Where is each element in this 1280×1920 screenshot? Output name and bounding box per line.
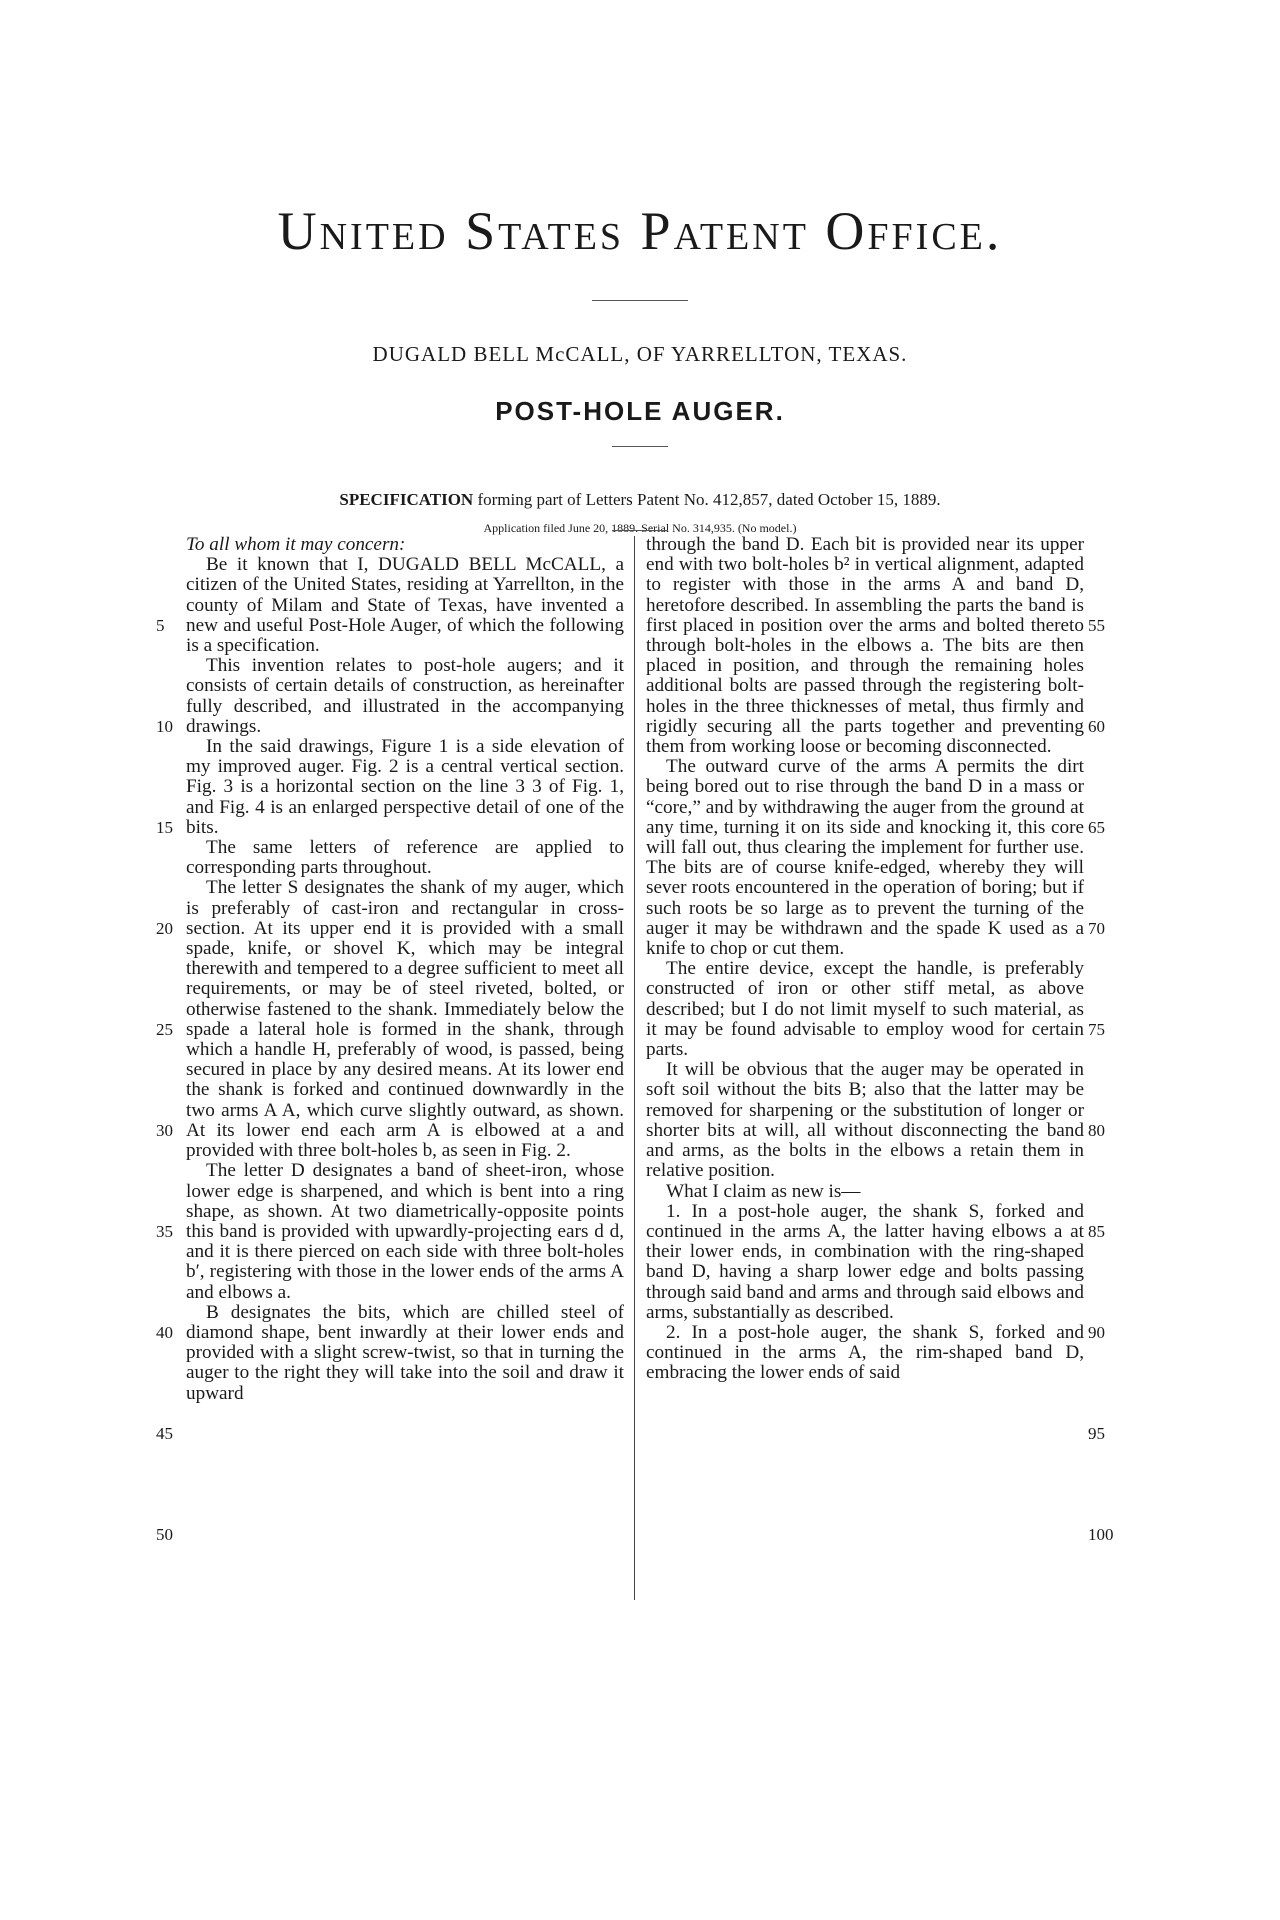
salutation: To all whom it may concern: — [186, 534, 406, 555]
line-number: 10 — [156, 716, 173, 736]
invention-title: POST-HOLE AUGER. — [495, 396, 785, 426]
paragraph: B designates the bits, which are chilled steel of diamond shape, bent inwardly at their lower ends and provided with a slight screw-twist, so that in turning the auger to the right they will take into the soil and draw it upward — [186, 1301, 624, 1404]
line-number: 55 — [1088, 615, 1105, 635]
line-number: 25 — [156, 1019, 173, 1039]
paragraph: The letter D designates a band of sheet-iron, whose lower edge is sharpened, and which is bent into a ring shape, as shown. At two diametrically-opposite points this band is provided with upwardly-projecting ears d d, and it is there pierced on each side with three bolt-holes b′, registering with those in the lower ends of the arms A and elbows a. — [186, 1160, 624, 1303]
line-number: 75 — [1088, 1019, 1105, 1039]
right-column — [646, 535, 1084, 1384]
office-heading: United States Patent Office. — [277, 201, 1003, 261]
line-number: 5 — [156, 615, 165, 635]
inventor-line: DUGALD BELL McCALL, OF YARRELLTON, TEXAS. — [372, 342, 908, 366]
title-rule — [612, 446, 668, 447]
line-number: 15 — [156, 817, 173, 837]
line-number: 30 — [156, 1120, 173, 1140]
line-number: 40 — [156, 1322, 173, 1342]
paragraph: 2. In a post-hole auger, the shank S, forked and continued in the arms A, the rim-shaped band D, embracing the lower ends of said — [646, 1321, 1084, 1384]
line-number: 100 — [1088, 1524, 1114, 1544]
line-number: 50 — [156, 1524, 173, 1544]
specification-line — [0, 490, 1280, 510]
line-number: 95 — [1088, 1423, 1105, 1443]
paragraph: Be it known that I, DUGALD BELL McCALL, a citizen of the United States, residing at Yarrellton, in the county of Milam and State of Texas, have invented a new and useful Post-Hole Auger, of which the following is a specification. — [186, 554, 624, 657]
left-column — [186, 535, 624, 1404]
line-number: 70 — [1088, 918, 1105, 938]
specification-prefix: SPECIFICATION — [339, 490, 474, 509]
paragraph: The outward curve of the arms A permits the dirt being bored out to rise through the band D in a mass or “core,” and by withdrawing the auger from the ground at any time, turning it on its side and knocking it, this core will fall out, thus clearing the implement for further use. The bits are of course knife-edged, whereby they will sever roots encountered in the operation of boring; but if such roots be so large as to prevent the turning of the auger it may be withdrawn and the spade K used as a knife to chop or cut them. — [646, 756, 1084, 960]
line-number: 45 — [156, 1423, 173, 1443]
paragraph: What I claim as new is— — [666, 1180, 861, 1202]
paragraph: It will be obvious that the auger may be operated in soft soil without the bits B; also that the latter may be removed for sharpening or the substitution of longer or shorter bits at will, all without disconnecting the band and arms, as the bolts in the elbows a retain them in relative position. — [646, 1059, 1084, 1182]
paragraph: The entire device, except the handle, is preferably constructed of iron or other stiff metal, as above described; but I do not limit myself to such material, as it may be found advisable to employ wood for certain parts. — [646, 958, 1084, 1061]
line-number: 80 — [1088, 1120, 1105, 1140]
column-divider — [634, 536, 635, 1600]
line-number: 20 — [156, 918, 173, 938]
application-line: Application filed June 20, 1889. Serial No. 314,935. (No model.) — [483, 521, 797, 535]
paragraph: The letter S designates the shank of my auger, which is preferably of cast-iron and rectangular in cross-section. At its upper end it is provided with a small spade, knife, or shovel K, which may be integral therewith and tempered to a degree sufficient to meet all requirements, or may be of steel riveted, bolted, or otherwise fastened to the shank. Immediately below the spade a lateral hole is formed in the shank, through which a handle H, preferably of wood, is passed, being secured in place by any desired means. At its lower end the shank is forked and continued downwardly in the two arms A A, which curve slightly outward, as shown. At its lower end each arm A is elbowed at a and provided with three bolt-holes b, as seen in Fig. 2. — [186, 877, 624, 1162]
paragraph: The same letters of reference are applied to corresponding parts throughout. — [186, 837, 624, 879]
paragraph: This invention relates to post-hole augers; and it consists of certain details of construction, as hereinafter fully described, and illustrated in the accompanying drawings. — [186, 655, 624, 737]
line-number: 35 — [156, 1221, 173, 1241]
header-rule — [592, 300, 688, 301]
body-rule — [612, 530, 668, 531]
specification-rest: forming part of Letters Patent No. 412,857, dated October 15, 1889. — [473, 490, 941, 509]
line-number: 85 — [1088, 1221, 1105, 1241]
paragraph: 1. In a post-hole auger, the shank S, forked and continued in the arms A, the latter having elbows a at their lower ends, in combination with the ring-shaped band D, having a sharp lower edge and bolts passing through said band and arms and through said elbows and arms, substantially as described. — [646, 1200, 1084, 1323]
line-number: 60 — [1088, 716, 1105, 736]
paragraph: In the said drawings, Figure 1 is a side elevation of my improved auger. Fig. 2 is a central vertical section. Fig. 3 is a horizontal section on the line 3 3 of Fig. 1, and Fig. 4 is an enlarged perspective detail of one of the bits. — [186, 736, 624, 838]
line-number: 90 — [1088, 1322, 1105, 1342]
paragraph: through the band D. Each bit is provided near its upper end with two bolt-holes b² in vertical alignment, adapted to register with those in the arms A and band D, heretofore described. In assembling the parts the band is first placed in position over the arms and bolted thereto through bolt-holes in the elbows a. The bits are then placed in position, and through the remaining holes additional bolts are passed through the registering bolt-holes in the three thicknesses of metal, thus firmly and rigidly securing all the parts together and preventing them from working loose or becoming disconnected. — [646, 534, 1084, 758]
line-number: 65 — [1088, 817, 1105, 837]
